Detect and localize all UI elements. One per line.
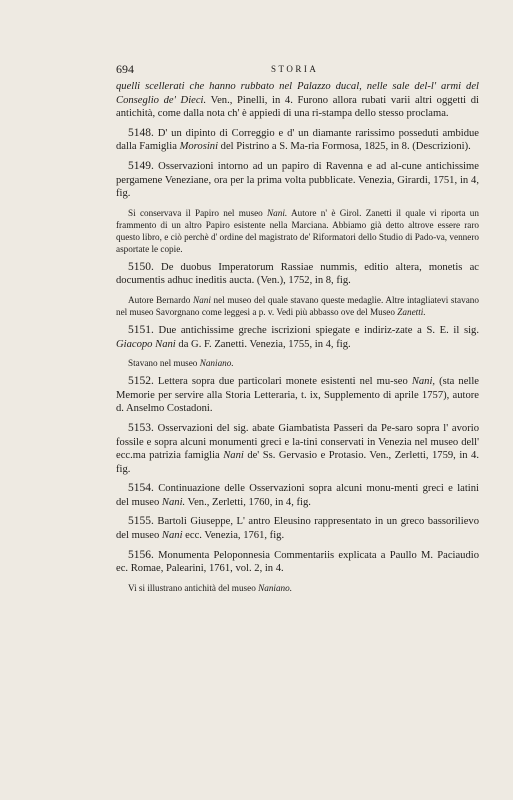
italic-text: Naniano. bbox=[199, 358, 234, 369]
italic-text: Morosini bbox=[179, 141, 219, 153]
note-paragraph bbox=[116, 207, 479, 255]
entry-paragraph bbox=[116, 422, 479, 476]
italic-text: Nani. bbox=[161, 496, 186, 508]
italic-text: Nani, bbox=[411, 376, 436, 388]
note-paragraph bbox=[116, 582, 479, 594]
entry-paragraph bbox=[116, 80, 479, 121]
note-paragraph bbox=[116, 357, 479, 369]
entry-number: 5155. bbox=[128, 515, 154, 528]
text-run: Osservazioni intorno ad un papiro di Ravenna e ad al-cune antichissime pergamene Veneziane, ora per la prima volta pubblicate. Venezia, Girardi, 1751, in 4, fig. bbox=[116, 160, 479, 200]
italic-text: Nani bbox=[193, 294, 211, 305]
text-run: Stavano nel museo bbox=[128, 358, 200, 369]
text-run: D' un dipinto di Correggio e d' un diamante rarissimo posseduti ambidue dalla Famiglia bbox=[116, 127, 479, 153]
text-run: Ven., Zerletti, 1760, in 4, fig. bbox=[185, 496, 311, 508]
italic-text: Nani bbox=[161, 530, 183, 542]
entry-paragraph bbox=[116, 515, 479, 542]
entry-number: 5148. bbox=[128, 126, 154, 139]
italic-text: Nani bbox=[223, 450, 244, 462]
entry-number: 5153. bbox=[128, 421, 154, 434]
text-run: da G. F. Zanetti. Venezia, 1755, in 4, fig. bbox=[175, 338, 351, 350]
entry-number: 5151. bbox=[128, 323, 154, 336]
entry-paragraph bbox=[116, 324, 479, 351]
text-run: ecc. Venezia, 1761, fig. bbox=[182, 530, 285, 542]
text-run: (sta nelle Memorie per servire alla Storia Letteraria, t. ix, Supplemento di aprile 1757), autore d. Anselmo Costadoni. bbox=[116, 376, 479, 415]
text-run: nel museo del quale stavano queste medaglie. Altre intagliatevi stavano nel museo Savorgnano come leggesi a p. v. Vedi più abbasso ove del Museo bbox=[116, 294, 479, 317]
entry-paragraph bbox=[116, 127, 479, 154]
entry-number: 5149. bbox=[128, 159, 154, 172]
text-run: Vi si illustrano antichità del museo bbox=[128, 582, 259, 593]
entry-paragraph bbox=[116, 549, 479, 576]
entry-number: 5150. bbox=[128, 260, 154, 273]
entry-number: 5152. bbox=[128, 375, 154, 388]
italic-text: Nani. bbox=[267, 207, 288, 218]
text-run: Continuazione delle Osservazioni sopra alcuni monu-menti greci e latini del museo bbox=[116, 483, 479, 508]
note-paragraph bbox=[116, 294, 479, 318]
entry-paragraph bbox=[116, 482, 479, 509]
page-body bbox=[116, 80, 479, 594]
text-run: Autore n' è Girol. Zanetti il quale vi riporta un frammento di un altro Papiro esistente nella Marciana. Abbiamo già detto altrove essere raro questo libro, e ciò perchè d' ordine del magistrato de' Riformatori dello Studio di Pado-va, vennero asportate le copie. bbox=[116, 207, 479, 254]
text-run: de' Ss. Gervasio e Protasio. Ven., Zerletti, 1759, in 4. fig. bbox=[116, 450, 479, 475]
text-run: Due antichissime greche iscrizioni spiegate e indiriz-zate a S. E. il sig. bbox=[153, 324, 479, 336]
text-run: Lettera sopra due particolari monete esistenti nel mu-seo bbox=[153, 376, 412, 388]
text-run: Bartoli Giuseppe, L' antro Eleusino rappresentato in un greco bassorilievo del museo bbox=[116, 516, 479, 542]
italic-text: quelli scellerati che hanno rubbato nel Palazzo ducal, nelle sale del-l' armi del Conseglio de' Dieci. bbox=[116, 81, 479, 106]
running-title: STORIA bbox=[271, 64, 319, 74]
italic-text: Zanetti. bbox=[397, 306, 426, 317]
italic-text: Giacopo Nani bbox=[116, 338, 176, 350]
page-number: 694 bbox=[116, 62, 134, 76]
text-run: del Pistrino a S. Ma-ria Formosa, 1825, in 8. (Descrizioni). bbox=[218, 141, 471, 153]
text-run: Si conservava il Papiro nel museo bbox=[128, 207, 268, 218]
text-run: Monumenta Peloponnesia Commentariis explicata a Paullo M. Paciaudio ec. Romae, Palearini, 1761, vol. 2, in 4. bbox=[116, 549, 479, 575]
entry-paragraph bbox=[116, 160, 479, 201]
text-run: Osservazioni del sig. abate Giambatista Passeri da Pe-saro sopra l' avorio fossile e sopra alcuni monumenti greci e la-tini conservati in Venezia nel museo dell' ecc.ma patrizia famiglia bbox=[116, 422, 479, 462]
entry-paragraph bbox=[116, 375, 479, 416]
text-run: Autore Bernardo bbox=[128, 294, 193, 305]
text-run: Ven., Pinelli, in 4. Furono allora rubati varii altri oggetti di antichità, come dalla nota ch' è appiedi di una ri-stampa dello stesso proclama. bbox=[116, 94, 479, 120]
entry-number: 5156. bbox=[128, 548, 154, 561]
entry-paragraph bbox=[116, 261, 479, 288]
entry-number: 5154. bbox=[128, 482, 154, 495]
text-run: De duobus Imperatorum Rassiae nummis, editio altera, monetis ac documentis adhuc ineditis aucta. (Ven.), 1752, in 8, fig. bbox=[116, 261, 479, 287]
italic-text: Naniano. bbox=[258, 582, 293, 593]
